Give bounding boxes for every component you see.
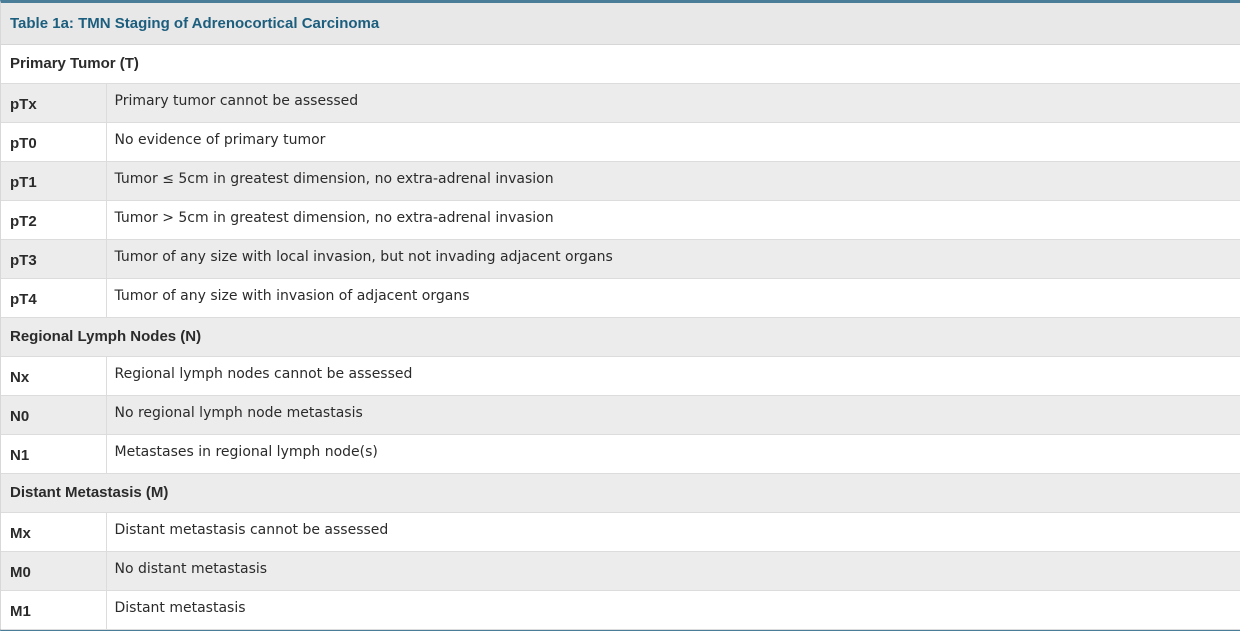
section-heading-distant-metastasis: Distant Metastasis (M) (1, 473, 1240, 512)
stage-description: Distant metastasis (106, 590, 1240, 629)
stage-description: Tumor ≤ 5cm in greatest dimension, no extra-adrenal invasion (106, 161, 1240, 200)
section-heading-row (1, 44, 1240, 83)
stage-description: No evidence of primary tumor (106, 122, 1240, 161)
table-row (1, 551, 1240, 590)
stage-description: Regional lymph nodes cannot be assessed (106, 356, 1240, 395)
section-heading-primary-tumor: Primary Tumor (T) (1, 44, 1240, 83)
stage-code: pT1 (1, 161, 106, 200)
table-title: Table 1a: TMN Staging of Adrenocortical Carcinoma (1, 3, 1240, 44)
section-heading-row (1, 473, 1240, 512)
stage-code: N1 (1, 434, 106, 473)
stage-description: Tumor > 5cm in greatest dimension, no extra-adrenal invasion (106, 200, 1240, 239)
stage-description: Metastases in regional lymph node(s) (106, 434, 1240, 473)
stage-code: M1 (1, 590, 106, 629)
table-row (1, 278, 1240, 317)
stage-description: Primary tumor cannot be assessed (106, 83, 1240, 122)
stage-code: pT3 (1, 239, 106, 278)
table-row (1, 356, 1240, 395)
stage-code: pT4 (1, 278, 106, 317)
table-row (1, 161, 1240, 200)
stage-code: N0 (1, 395, 106, 434)
table-row (1, 200, 1240, 239)
stage-code: Mx (1, 512, 106, 551)
table-row (1, 512, 1240, 551)
table-row (1, 590, 1240, 629)
table-row (1, 239, 1240, 278)
stage-code: pTx (1, 83, 106, 122)
stage-description: Tumor of any size with local invasion, but not invading adjacent organs (106, 239, 1240, 278)
table-row (1, 395, 1240, 434)
stage-code: M0 (1, 551, 106, 590)
table-row (1, 434, 1240, 473)
stage-description: No distant metastasis (106, 551, 1240, 590)
table-row (1, 83, 1240, 122)
table-row (1, 122, 1240, 161)
stage-code: Nx (1, 356, 106, 395)
stage-description: No regional lymph node metastasis (106, 395, 1240, 434)
section-heading-lymph-nodes: Regional Lymph Nodes (N) (1, 317, 1240, 356)
stage-description: Distant metastasis cannot be assessed (106, 512, 1240, 551)
staging-table (1, 3, 1240, 630)
stage-code: pT0 (1, 122, 106, 161)
section-heading-row (1, 317, 1240, 356)
stage-description: Tumor of any size with invasion of adjacent organs (106, 278, 1240, 317)
table-title-row (1, 3, 1240, 44)
stage-code: pT2 (1, 200, 106, 239)
